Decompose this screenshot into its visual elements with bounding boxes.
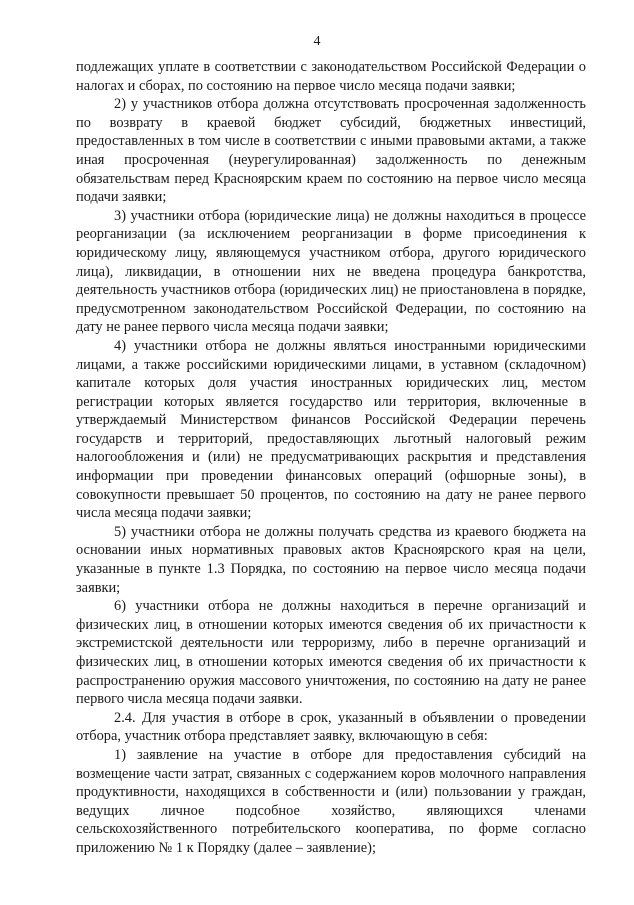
paragraph-subitem-1: 1) заявление на участие в отборе для предоставления субсидий на возмещение части затрат, связанных с содержанием коров молочного направления продуктивности, находящихся в собственности и (или) пользовании у граждан, ведущих личное подсобное хозяйство, являющихся членами сельскохозяйственного потребительского кооператива, по форме согласно приложению № 1 к Порядку (далее – заявление); <box>76 746 586 856</box>
page-number: 4 <box>313 34 321 49</box>
paragraph-continuation: подлежащих уплате в соответствии с законодательством Российской Федерации о налогах и сборах, по состоянию на первое число месяца подачи заявки; <box>76 59 586 94</box>
paragraph-item-2: 2) у участников отбора должна отсутствовать просроченная задолженность по возврату в краевой бюджет субсидий, бюджетных инвестиций, предоставленных в том числе в соответствии с иными правовыми актами, а также иная просроченная (неурегулированная) задолженность по денежным обязательствам перед Красноярским краем по состоянию на первое число месяца подачи заявки; <box>76 96 586 206</box>
paragraph-item-5: 5) участники отбора не должны получать средства из краевого бюджета на основании иных нормативных правовых актов Красноярского края на цели, указанные в пункте 1.3 Порядка, по состоянию на первое число месяца подачи заявки; <box>76 523 586 596</box>
paragraph-item-3: 3) участники отбора (юридические лица) не должны находиться в процессе реорганизации (за исключением реорганизации в форме присоединения к юридическому лицу, являющемуся участником отбора, другого юридического лица), ликвидации, в отношении них не введена процедура банкротства, деятельность участников отбора (юридических лиц) не приостановлена в порядке, предусмотренном законодательством Российской Федерации, по состоянию на дату не ранее первого числа месяца подачи заявки; <box>76 207 586 336</box>
paragraph-section-2-4: 2.4. Для участия в отборе в срок, указанный в объявлении о проведении отбора, участник отбора представляет заявку, включающую в себя: <box>76 709 586 745</box>
paragraph-item-4: 4) участники отбора не должны являться иностранными юридическими лицами, а также российскими юридическими лицами, в уставном (складочном) капитале которых доля участия иностранных юридических лиц, местом регистрации которых является государство или территория, включенные в утверждаемый Министерством финансов Российской Федерации перечень государств и территорий, предоставляющих льготный налоговый режим налогообложения и (или) не предусматривающих раскрытия и представления информации при проведении финансовых операций (офшорные зоны), в совокупности превышает 50 процентов, по состоянию на дату не ранее первого числа месяца подачи заявки; <box>76 337 586 522</box>
document-body <box>76 58 586 858</box>
paragraph-item-6: 6) участники отбора не должны находиться в перечне организаций и физических лиц, в отношении которых имеются сведения об их причастности к экстремистской деятельности или терроризму, либо в перечне организаций и физических лиц, в отношении которых имеются сведения об их причастности к распространению оружия массового уничтожения, по состоянию на дату не ранее первого числа месяца подачи заявки. <box>76 598 586 708</box>
